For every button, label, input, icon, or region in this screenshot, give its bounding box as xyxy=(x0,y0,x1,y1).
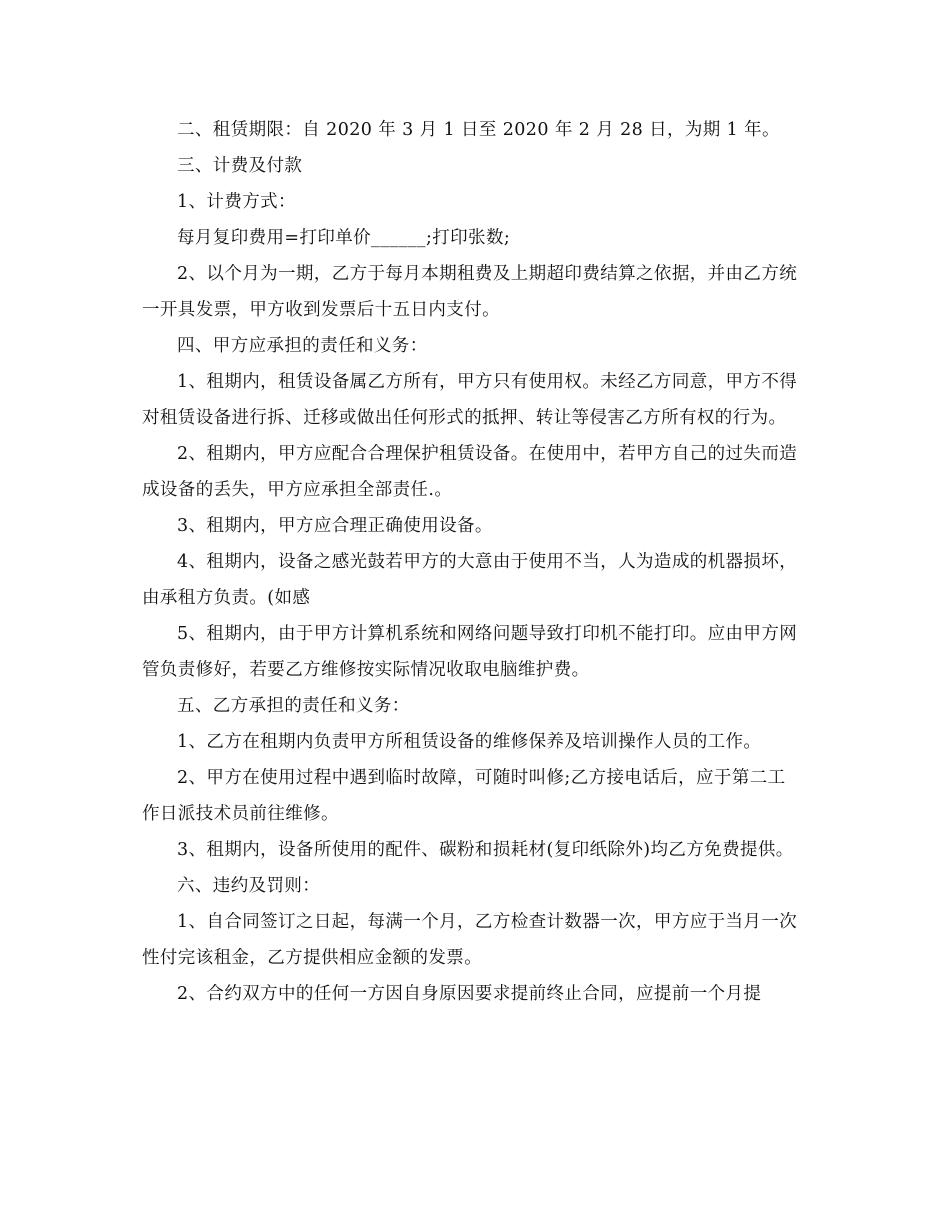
party-b-clause-3: 3、租期内，设备所使用的配件、碳粉和损耗材(复印纸除外)均乙方免费提供。 xyxy=(177,840,794,860)
billing-cycle-paragraph: 2、以个月为一期，乙方于每月本期租费及上期超印费结算之依据，并由乙方统一开具发票，甲方收到发票后十五日内支付。 xyxy=(142,264,798,320)
party-a-clause-1: 1、租期内，租赁设备属乙方所有，甲方只有使用权。未经乙方同意，甲方不得对租赁设备进行拆、迁移或做出任何形式的抵押、转让等侵害乙方所有权的行为。 xyxy=(142,372,798,428)
section-heading-breach: 六、违约及罚则： xyxy=(177,876,321,896)
lease-term-paragraph: 二、租赁期限：自 2020 年 3 月 1 日至 2020 年 2 月 28 日，为期 1 年。 xyxy=(177,120,780,140)
party-b-clause-2: 2、甲方在使用过程中遇到临时故障，可随时叫修;乙方接电话后，应于第二工作日派技术员前往维修。 xyxy=(142,768,786,824)
party-a-clause-4: 4、租期内，设备之感光鼓若甲方的大意由于使用不当，人为造成的机器损坏，由承租方负责。(如感 xyxy=(142,552,798,608)
section-heading-party-b: 五、乙方承担的责任和义务： xyxy=(177,696,410,716)
section-heading-billing: 三、计费及付款 xyxy=(177,156,303,176)
document-body xyxy=(142,112,802,1012)
billing-method-heading: 1、计费方式： xyxy=(177,192,296,212)
section-heading-party-a: 四、甲方应承担的责任和义务： xyxy=(177,336,428,356)
billing-formula: 每月复印费用=打印单价______;打印张数; xyxy=(177,228,511,248)
party-a-clause-3: 3、租期内，甲方应合理正确使用设备。 xyxy=(177,516,493,536)
breach-clause-1: 1、自合同签订之日起，每满一个月，乙方检查计数器一次，甲方应于当月一次性付完该租金，乙方提供相应金额的发票。 xyxy=(142,912,798,968)
party-b-clause-1: 1、乙方在租期内负责甲方所租赁设备的维修保养及培训操作人员的工作。 xyxy=(177,732,762,752)
party-a-clause-2: 2、租期内，甲方应配合合理保护租赁设备。在使用中，若甲方自己的过失而造成设备的丢失，甲方应承担全部责任.。 xyxy=(142,444,798,500)
breach-clause-2: 2、合约双方中的任何一方因自身原因要求提前终止合同，应提前一个月提 xyxy=(177,984,762,1004)
party-a-clause-5: 5、租期内，由于甲方计算机系统和网络问题导致打印机不能打印。应由甲方网管负责修好，若要乙方维修按实际情况收取电脑维护费。 xyxy=(142,624,798,680)
